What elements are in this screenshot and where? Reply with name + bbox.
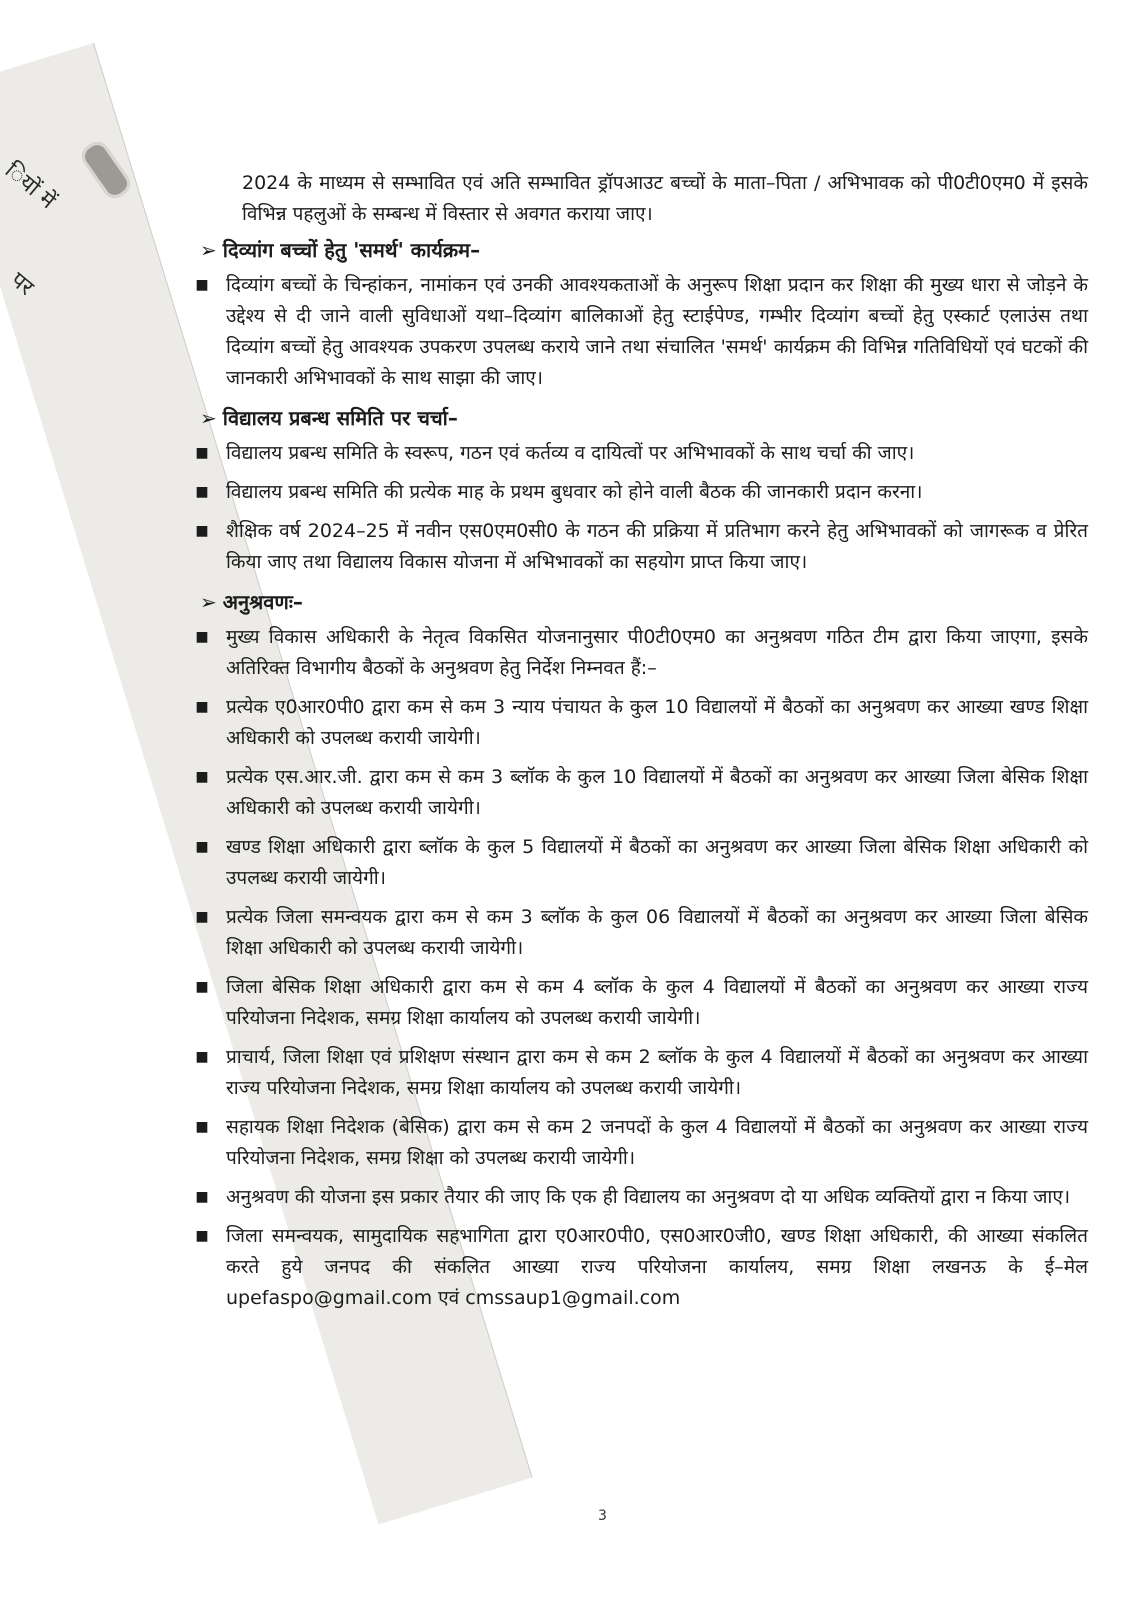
list-item: ■ विद्यालय प्रबन्ध समिति की प्रत्येक माह के प्रथम बुधवार को होने वाली बैठक की जानकारी प्रदान करना।	[178, 477, 1088, 508]
list-item: ■ खण्ड शिक्षा अधिकारी द्वारा ब्लॉक के कुल 5 विद्यालयों में बैठकों का अनुश्रवण कर आख्या जिला बेसिक शिक्षा अधिकारी को उपलब्ध करायी जायेगी।	[178, 832, 1088, 894]
list-item: ■ अनुश्रवण की योजना इस प्रकार तैयार की जाए कि एक ही विद्यालय का अनुश्रवण दो या अधिक व्यक्तियों द्वारा न किया जाए।	[178, 1182, 1088, 1213]
bullet-icon: ■	[195, 629, 209, 645]
intro-paragraph: 2024 के माध्यम से सम्भावित एवं अति सम्भावित ड्रॉपआउट बच्चों के माता–पिता / अभिभावक को पी0टी0एम0 में इसके विभिन्न पहलुओं के सम्बन्ध में विस्तार से अवगत कराया जाए।	[242, 172, 1088, 225]
margin-note: पर	[5, 267, 39, 301]
margin-note: ियों में	[0, 158, 60, 215]
bullet-icon: ■	[195, 909, 209, 925]
list-item: ■ प्रत्येक ए0आर0पी0 द्वारा कम से कम 3 न्याय पंचायत के कुल 10 विद्यालयों में बैठकों का अनुश्रवण कर आख्या खण्ड शिक्षा अधिकारी को उपलब्ध करायी जायेगी।	[178, 692, 1088, 754]
list-item: ■ दिव्यांग बच्चों के चिन्हांकन, नामांकन एवं उनकी आवश्यकताओं के अनुरूप शिक्षा प्रदान कर शिक्षा की मुख्य धारा से जोड़ने के उद्देश्य से दी जाने वाली सुविधाओं यथा–दिव्यांग बालिकाओं हेतु स्टाईपेण्ड, गम्भीर दिव्यांग बच्चों हेतु एस्कार्ट एलाउंस तथा दिव्यांग बच्चों हेतु आवश्यक उपकरण उपलब्ध कराये जाने तथा संचालित 'समर्थ' कार्यक्रम की विभिन्न गतिविधियों एवं घटकों की जानकारी अभिभावकों के साथ साझा की जाए।	[178, 270, 1088, 394]
list-item: ■ प्रत्येक एस.आर.जी. द्वारा कम से कम 3 ब्लॉक के कुल 10 विद्यालयों में बैठकों का अनुश्रवण कर आख्या जिला बेसिक शिक्षा अधिकारी को उपलब्ध करायी जायेगी।	[178, 762, 1088, 824]
list-item: ■ जिला समन्वयक, सामुदायिक सहभागिता द्वारा ए0आर0पी0, एस0आर0जी0, खण्ड शिक्षा अधिकारी, की आख्या संकलित करते हुये जनपद की संकलित आख्या राज्य परियोजना कार्यालय, समग्र शिक्षा लखनऊ के ई–मेल upefaspo@gmail.com एवं cmssaup1@gmail.com	[178, 1221, 1088, 1314]
bullet-icon: ■	[195, 699, 209, 715]
bullet-icon: ■	[195, 979, 209, 995]
list-item: ■ मुख्य विकास अधिकारी के नेतृत्व विकसित योजनानुसार पी0टी0एम0 का अनुश्रवण गठित टीम द्वारा किया जाएगा, इसके अतिरिक्त विभागीय बैठकों के अनुश्रवण हेतु निर्देश निम्नवत हैं:–	[178, 622, 1088, 684]
bullet-icon: ■	[195, 1228, 209, 1244]
list-item: ■ जिला बेसिक शिक्षा अधिकारी द्वारा कम से कम 4 ब्लॉक के कुल 4 विद्यालयों में बैठकों का अनुश्रवण कर आख्या राज्य परियोजना निदेशक, समग्र शिक्षा कार्यालय को उपलब्ध करायी जायेगी।	[178, 972, 1088, 1034]
bullet-icon: ■	[195, 445, 209, 461]
list-item: ■ विद्यालय प्रबन्ध समिति के स्वरूप, गठन एवं कर्तव्य व दायित्वों पर अभिभावकों के साथ चर्चा की जाए।	[178, 438, 1088, 469]
section-heading: ➢ दिव्यांग बच्चों हेतु 'समर्थ' कार्यक्रम–	[200, 238, 481, 262]
bullet-icon: ■	[195, 1189, 209, 1205]
arrow-icon: ➢	[200, 590, 217, 614]
list-item: ■ सहायक शिक्षा निदेशक (बेसिक) द्वारा कम से कम 2 जनपदों के कुल 4 विद्यालयों में बैठकों का अनुश्रवण कर आख्या राज्य परियोजना निदेशक, समग्र शिक्षा को उपलब्ध करायी जायेगी।	[178, 1112, 1088, 1174]
page-number: 3	[598, 1508, 607, 1524]
list-item: ■ शैक्षिक वर्ष 2024–25 में नवीन एस0एम0सी0 के गठन की प्रक्रिया में प्रतिभाग करने हेतु अभिभावकों को जागरूक व प्रेरित किया जाए तथा विद्यालय विकास योजना में अभिभावकों का सहयोग प्राप्त किया जाए।	[178, 516, 1088, 578]
section-heading: ➢ विद्यालय प्रबन्ध समिति पर चर्चा–	[200, 406, 458, 430]
bullet-icon: ■	[195, 277, 209, 293]
bullet-icon: ■	[195, 1049, 209, 1065]
bullet-icon: ■	[195, 769, 209, 785]
list-item: ■ प्रत्येक जिला समन्वयक द्वारा कम से कम 3 ब्लॉक के कुल 06 विद्यालयों में बैठकों का अनुश्रवण कर आख्या जिला बेसिक शिक्षा अधिकारी को उपलब्ध करायी जायेगी।	[178, 902, 1088, 964]
arrow-icon: ➢	[200, 238, 217, 262]
document-body	[178, 168, 1088, 1322]
bullet-icon: ■	[195, 523, 209, 539]
arrow-icon: ➢	[200, 406, 217, 430]
bullet-icon: ■	[195, 839, 209, 855]
bullet-icon: ■	[195, 484, 209, 500]
list-item: ■ प्राचार्य, जिला शिक्षा एवं प्रशिक्षण संस्थान द्वारा कम से कम 2 ब्लॉक के कुल 4 विद्यालयों में बैठकों का अनुश्रवण कर आख्या राज्य परियोजना निदेशक, समग्र शिक्षा कार्यालय को उपलब्ध करायी जायेगी।	[178, 1042, 1088, 1104]
bullet-icon: ■	[195, 1119, 209, 1135]
section-heading: ➢ अनुश्रवणः–	[200, 590, 303, 614]
